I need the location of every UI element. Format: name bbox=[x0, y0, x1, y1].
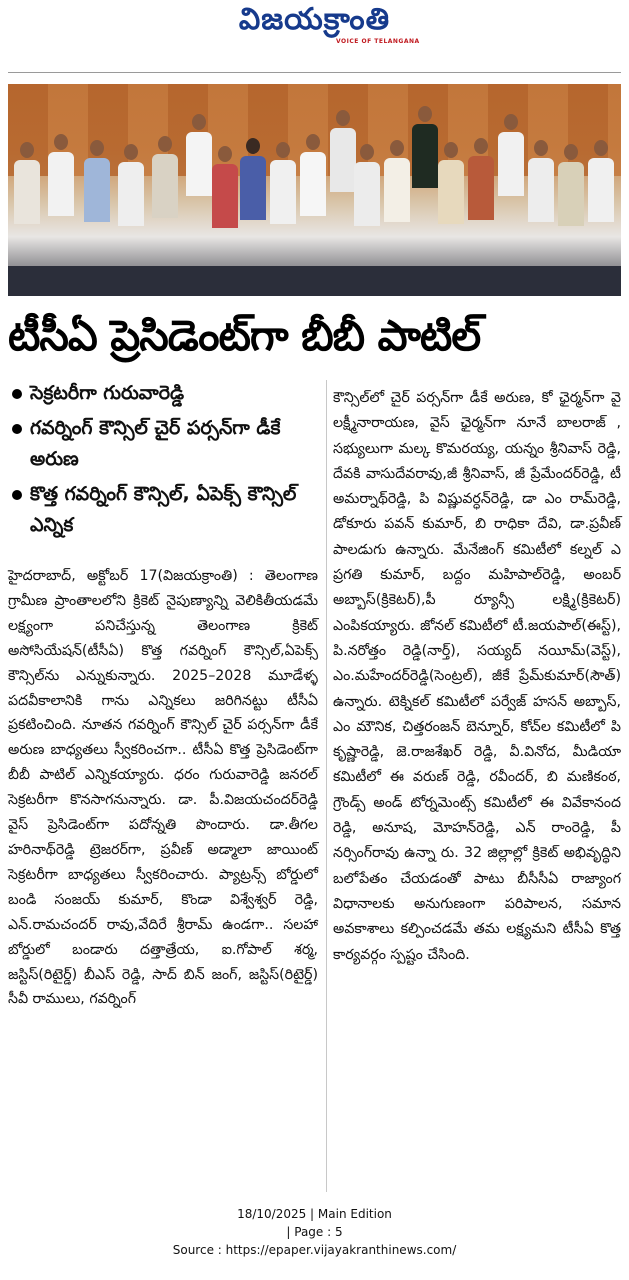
bullet-item bbox=[8, 479, 328, 541]
photo-person bbox=[84, 140, 110, 222]
bullet-list bbox=[8, 378, 328, 545]
footer-page-number: | Page : 5 bbox=[286, 1225, 343, 1239]
photo-person bbox=[588, 140, 614, 222]
page-footer bbox=[0, 1205, 629, 1259]
bullet-dot-icon bbox=[12, 490, 22, 500]
photo-person bbox=[384, 140, 410, 222]
headline: టీసీఏ ప్రెసిడెంట్‌గా బీబీ పాటిల్ bbox=[8, 311, 481, 360]
photo-floor bbox=[8, 266, 621, 296]
bullet-dot-icon bbox=[12, 424, 22, 434]
footer-source-link[interactable]: Source : https://epaper.vijayakranthinews.com/ bbox=[172, 1243, 457, 1257]
article-column-right: కౌన్సిల్‌లో చైర్ పర్సన్‌గా డీకే అరుణ, కో ఛైర్మన్‌గా వై లక్ష్మీనారాయణ, వైస్ ఛైర్మన్‌గా నూనే బాలరాజ్ , సభ్యులుగా మల్క కొమరయ్య, యన్నం శ్రీనివాస్ రెడ్డి, దేవకి వాసుదేవరావు,జీ శ్రీనివాస్, జీ ప్రేమేందర్‌రెడ్డి, టీ అమర్నాథ్‌రెడ్డి, పి విష్ణువర్ధన్‌రెడ్డి, డా ఎం రామ్‌రెడ్డి, డోకూరు పవన్ కుమార్, బి రాధికా దేవి, డా.ప్రవీణ్ పాలడుగు ఉన్నారు. మేనేజింగ్ కమిటీలో కల్నల్ ఎ ప్రగతి కుమార్, బద్దం మహిపాల్‌రెడ్డి, అంబర్ అబ్బాస్(క్రికెటర్),పీ ర్యూన్సీ లక్ష్మి(క్రికెటర్) ఎంపికయ్యారు. జోనల్ కమిటీలో టీ.జయపాల్(ఈస్ట్), పి.నరోత్తం రెడ్డి(నార్త్), సయ్యద్ నయీమ్(వెస్ట్), ఎం.మహేందర్‌రెడ్డి(సెంట్రల్), జీకే ప్రేమ్‌కుమార్(సౌత్) ఉన్నారు. టెక్నికల్ కమిటీలో పర్వేజ్ హసన్ అబ్బాస్, ఎం మౌనిక, చిత్తరంజన్ బెన్నూర్, కోచ్‌ల కమిటీలో పి కృష్ణారెడ్డి, జె.రాజశేఖర్ రెడ్డి, వీ.వినోద, మీడియా కమిటీలో ఈ వరుణ్ రెడ్డి, రవీందర్, బి మణికంఠ, గ్రౌండ్స్ అండ్ టోర్నమెంట్స్ కమిటీలో ఈ వివేకానంద రెడ్డి, అనూష, మోహన్‌రెడ్డి, ఎన్ రాంరెడ్డి, పీ నర్సింగ్‌రావు ఉన్నా రు. 32 జిల్లాల్లో క్రికెట్ అభివృద్ధిని బలోపేతం చేయడంతో పాటు బీసీసీఏ రాజ్యాంగ విధానాలకు అనుగుణంగా పరిపాలన, సమాన అవకాశాలు కల్పించడమే తమ లక్ష్యమని టీసీఏ కొత్త కార్యవర్గం స్పష్టం చేసింది. bbox=[333, 390, 621, 963]
bullet-dot-icon bbox=[12, 389, 22, 399]
photo-person bbox=[438, 142, 464, 224]
photo-person bbox=[498, 114, 524, 196]
photo-person bbox=[118, 144, 144, 226]
photo-person bbox=[270, 142, 296, 224]
bullet-text: కొత్త గవర్నింగ్ కౌన్సిల్, ఏపెక్స్ కౌన్సిల్ ఎన్నిక bbox=[30, 483, 297, 536]
footer-date-edition: 18/10/2025 | Main Edition bbox=[237, 1207, 392, 1221]
photo-person bbox=[14, 142, 40, 224]
bullet-text: సెక్రటరీగా గురువారెడ్డి bbox=[30, 382, 185, 404]
photo-person bbox=[212, 146, 238, 228]
photo-person bbox=[528, 140, 554, 222]
photo-person bbox=[558, 144, 584, 226]
photo-person bbox=[330, 110, 356, 192]
photo-person bbox=[412, 106, 438, 188]
newspaper-logo: విజయక్రాంతి bbox=[238, 2, 391, 37]
bullet-text: గవర్నింగ్ కౌన్సిల్ చైర్ పర్సన్‌గా డీకే అరుణ bbox=[30, 417, 281, 470]
photo-person bbox=[354, 144, 380, 226]
newspaper-tagline: VOICE OF TELANGANA bbox=[336, 38, 420, 45]
news-photo bbox=[8, 84, 621, 296]
bullet-item bbox=[8, 378, 328, 409]
photo-person bbox=[152, 136, 178, 218]
photo-person bbox=[300, 134, 326, 216]
photo-person bbox=[468, 138, 494, 220]
column-divider bbox=[326, 380, 327, 1192]
photo-person bbox=[186, 114, 212, 196]
photo-person bbox=[240, 138, 266, 220]
masthead bbox=[0, 0, 629, 62]
bullet-item bbox=[8, 413, 328, 475]
photo-person bbox=[48, 134, 74, 216]
article-column-left: హైదరాబాద్, అక్టోబర్ 17(విజయక్రాంతి) : తెలంగాణ గ్రామీణ ప్రాంతాలలోని క్రికెట్ నైపుణ్యాన్ని వెలికితీయడమే లక్ష్యంగా పనిచేస్తున్న తెలంగాణ క్రికెట్ అసోసియేషన్(టీసీఏ) కొత్త గవర్నింగ్ కౌన్సిల్,ఏపెక్స్ కౌన్సిల్‌ను ఎన్నుకున్నారు. 2025–2028 మూడేళ్ళ పదవీకాలానికి గాను ఎన్నికలు జరిగినట్టు టీసీఏ ప్రకటించింది. నూతన గవర్నింగ్ కౌన్సిల్ చైర్ పర్సన్‌గా డీకే అరుణ బాధ్యతలు స్వీకరించగా.. టీసీఏ కొత్త ప్రెసిడెంట్‌గా బీబీ పాటిల్ ఎన్నికయ్యారు. ధరం గురువారెడ్డి జనరల్ సెక్రటరీగా కొనసాగనున్నారు. డా. పీ.విజయచందర్‌రెడ్డి వైస్ ప్రెసిడెంట్‌గా పదోన్నతి పొందారు. డా.తీగల హరినాథ్‌రెడ్డి ట్రెజరర్‌గా, ప్రవీణ్ అడ్మాలా జాయింట్ సెక్రటరీగా బాధ్యతలు స్వీకరించారు. ప్యాట్రన్స్ బోర్డులో బండి సంజయ్ కుమార్, కొండా విశ్వేశ్వర్ రెడ్డి, ఎన్.రామచందర్ రావు,వేదిరే శ్రీరామ్ ఉండగా.. సలహా బోర్డులో బండారు దత్తాత్రేయ, ఐ.గోపాల్ శర్మ, జస్టిస్(రిటైర్డ్) బీఎస్ రెడ్డి, సాద్ బిన్ జంగ్, జస్టిస్(రిటైర్డ్) సీవీ రాములు, గవర్నింగ్ bbox=[8, 568, 318, 1008]
masthead-divider bbox=[8, 72, 621, 73]
